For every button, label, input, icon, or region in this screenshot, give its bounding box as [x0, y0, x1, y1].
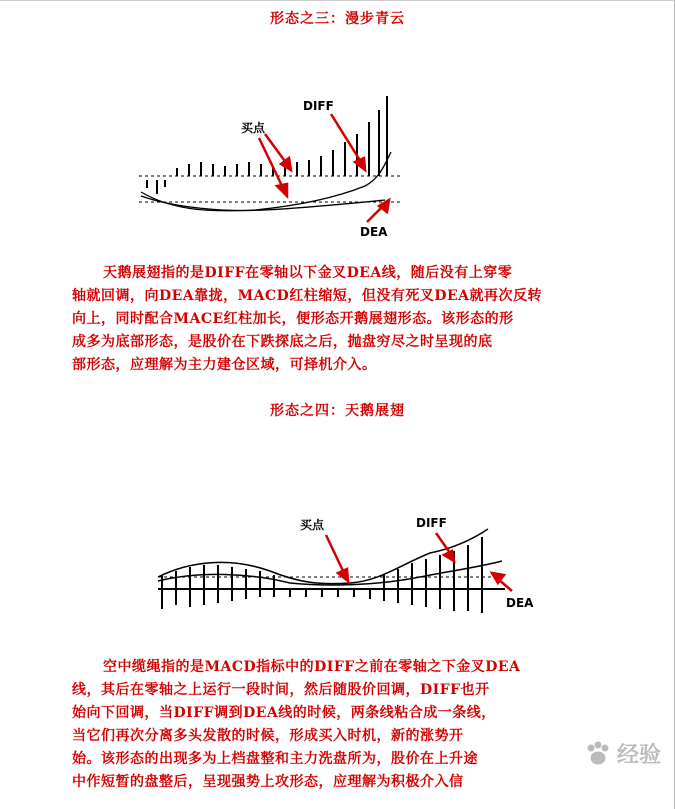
section3-line-4: 成多为底部形态，是股价在下跌探底之后，抛盘穷尽之时呈现的底 — [72, 334, 493, 350]
section4-macd-chart — [150, 505, 540, 635]
section3-line-1: 天鹅展翅指的是DIFF在零轴以下金叉DEA线，随后没有上穿零 — [103, 265, 513, 281]
section4-title: 形态之四：天鹅展翅 — [270, 403, 405, 419]
chart3-negative-bars — [147, 180, 165, 194]
section4-line-5: 始。该形态的出现多为上档盘整和主力洗盘所为，股价在上升途 — [72, 751, 478, 767]
paw-icon — [583, 739, 613, 769]
section3-title: 形态之三：漫步青云 — [270, 11, 405, 27]
section4-line-2: 线，其后在零轴之上运行一段时间，然后随股价回调，DIFF也开 — [72, 682, 490, 698]
chart3-buy-label: 买点 — [241, 121, 266, 135]
chart4-buy-label: 买点 — [300, 518, 325, 532]
chart3-diff-label: DIFF — [303, 99, 334, 113]
chart3-dea-line — [141, 196, 385, 210]
section3-line-5: 部形态，应理解为主力建仓区域，可择机介入。 — [72, 357, 377, 373]
chart4-lower-bars — [162, 589, 482, 613]
chart4-dea-line — [158, 561, 502, 585]
watermark-text: 经验 — [616, 743, 661, 768]
section3-line-3: 向上，同时配合MACE红柱加长，便形态开鹅展翅形态。该形态的形 — [72, 311, 514, 327]
chart4-diff-label: DIFF — [416, 516, 447, 530]
section3-paragraph — [72, 262, 542, 377]
section4-line-6: 中作短暂的盘整后，呈现强势上攻形态，应理解为积极介入信 — [72, 774, 464, 790]
section4-paragraph — [72, 656, 521, 794]
section4-line-4: 当它们再次分离多头发散的时候，形成买入时机，新的涨势开 — [72, 728, 464, 744]
chart3-dea-label: DEA — [360, 225, 388, 239]
section3-line-2: 轴就回调，向DEA靠拢，MACD红柱缩短，但没有死叉DEA就再次反转 — [72, 288, 542, 304]
section4-line-1: 空中缆绳指的是MACD指标中的DIFF之前在零轴之下金叉DEA — [103, 659, 521, 675]
section3-macd-chart — [135, 92, 410, 242]
chart4-dea-label: DEA — [506, 596, 534, 610]
watermark — [583, 738, 661, 769]
section4-line-3: 始向下回调，当DIFF调到DEA线的时候，两条线粘合成一条线， — [72, 705, 496, 721]
